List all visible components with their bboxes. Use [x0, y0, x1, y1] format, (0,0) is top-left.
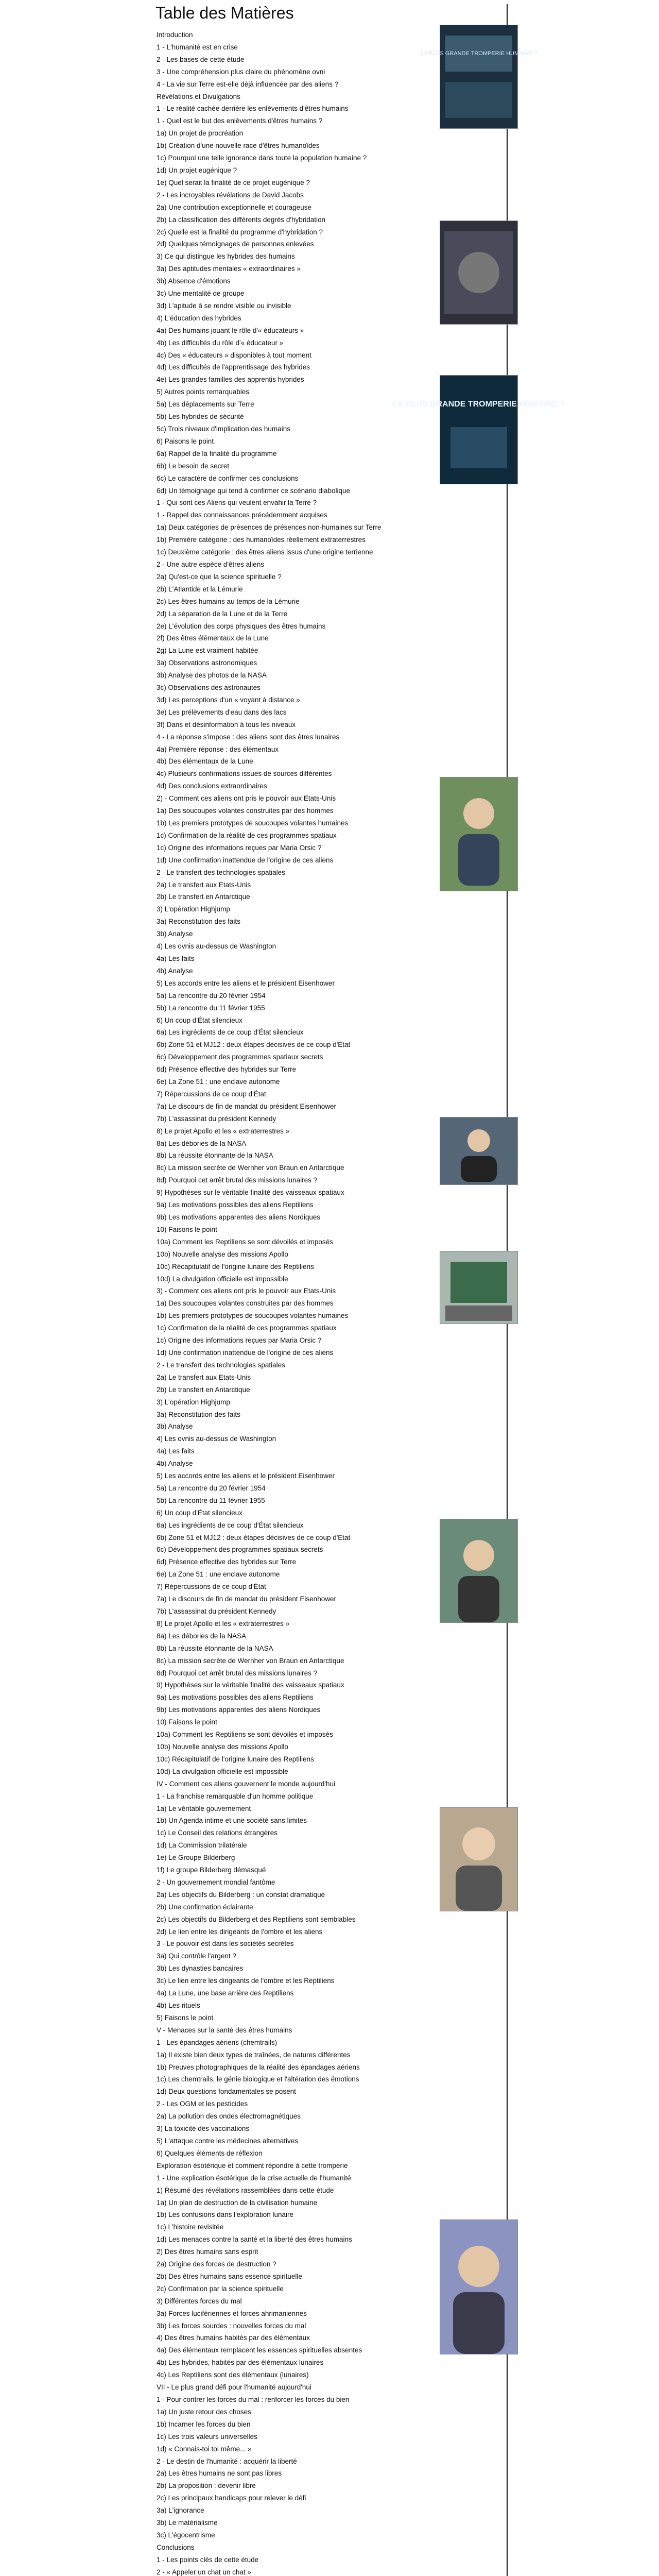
toc-item[interactable]: 6c) Développement des programmes spatiaux secrets	[157, 1053, 323, 1061]
toc-item[interactable]: 6) Un coup d'État silencieux	[157, 1016, 242, 1024]
toc-item[interactable]: 10a) Comment les Reptiliens se sont dévoilés et imposés	[157, 1238, 333, 1246]
toc-item[interactable]: 10d) La divulgation officielle est impossible	[157, 1275, 288, 1283]
toc-item[interactable]: 1c) Confirmation de la réalité de ces programmes spatiaux	[157, 1324, 337, 1332]
toc-item[interactable]: 4b) Des élémentaux de la Lune	[157, 757, 253, 766]
toc-item[interactable]: 6c) Développement des programmes spatiaux secrets	[157, 1546, 323, 1554]
toc-item[interactable]: 5) Autres points remarquables	[157, 388, 250, 396]
toc-item[interactable]: 6d) Présence effective des hybrides sur Terre	[157, 1558, 297, 1566]
toc-item[interactable]: 4d) Des conclusions extraordinaires	[157, 782, 267, 790]
toc-item[interactable]: 1d) Les menaces contre la santé et la liberté des êtres humains	[157, 2235, 352, 2244]
toc-item[interactable]: 10) Faisons le point	[157, 1718, 217, 1726]
toc-item[interactable]: 3b) Les forces sourdes : nouvelles forces du mal	[157, 2321, 306, 2330]
toc-item[interactable]: 2d) Quelques témoignages de personnes enlevées	[157, 240, 314, 248]
toc-item[interactable]: 2 - Les bases de cette étude	[157, 55, 245, 63]
toc-item[interactable]: 5) Les accords entre les aliens et le président Eisenhower	[157, 1472, 335, 1480]
toc-item[interactable]: 6e) La Zone 51 : une enclave autonome	[157, 1078, 280, 1086]
toc-item[interactable]: VII - Le plus grand défi pour l'humanité aujourd'hui	[157, 2383, 311, 2392]
toc-item[interactable]: 4b) Analyse	[157, 967, 193, 975]
toc-item[interactable]: 6a) Rappel de la finalité du programme	[157, 449, 277, 457]
toc-item[interactable]: 1 - La franchise remarquable d'un homme politique	[157, 1792, 314, 1800]
toc-item[interactable]: 1d) Un projet eugénique ?	[157, 166, 237, 174]
toc-item[interactable]: 2b) Des êtres humains sans essence spirituelle	[157, 2272, 302, 2280]
toc-item[interactable]: 1 - Pour contrer les forces du mal : renforcer les forces du bien	[157, 2396, 350, 2403]
toc-item[interactable]: 8b) La réussite étonnante de la NASA	[157, 1644, 273, 1652]
toc-item[interactable]: 7) Répercussions de ce coup d'État	[157, 1090, 266, 1098]
toc-item[interactable]: 5a) La rencontre du 20 février 1954	[157, 1484, 266, 1492]
toc-item[interactable]: 1c) Le Conseil des relations étrangères	[157, 1829, 278, 1837]
toc-item[interactable]: 2a) Origine des forces de destruction ?	[157, 2260, 276, 2268]
toc-item[interactable]: 9a) Les motivations possibles des aliens Reptiliens	[157, 1693, 314, 1702]
toc-item[interactable]: 1b) Les confusions dans l'exploration lunaire	[157, 2211, 293, 2219]
toc-item[interactable]: 4c) Des « éducateurs » disponibles à tout moment	[157, 351, 311, 359]
toc-item[interactable]: 3) Différentes forces du mal	[157, 2297, 242, 2305]
toc-item[interactable]: 3f) Dans et désinformation à tous les niveaux	[157, 720, 296, 728]
book-cover-thumbnail-2[interactable]	[440, 221, 518, 325]
toc-item[interactable]: 6a) Les ingrédients de ce coup d'État silencieux	[157, 1028, 304, 1037]
toc-item[interactable]: 4) Les ovnis au-dessus de Washington	[157, 1435, 276, 1443]
toc-item[interactable]: 4b) Les difficultés du rôle d'« éducateur »	[157, 338, 284, 347]
toc-item[interactable]: 1c) Confirmation de la réalité de ces programmes spatiaux	[157, 831, 337, 839]
toc-item[interactable]: 1b) Les premiers prototypes de soucoupes volantes humaines	[157, 819, 349, 827]
toc-item[interactable]: 1c) Deuxième catégorie : des êtres aliens issus d'une origine terrienne	[157, 548, 373, 556]
toc-item[interactable]: 7) Répercussions de ce coup d'État	[157, 1583, 266, 1591]
toc-item[interactable]: 6) Paisons le point	[157, 437, 214, 445]
toc-item[interactable]: 5b) Les hybrides de sécurité	[157, 413, 244, 421]
toc-item[interactable]: V - Menaces sur la santé des êtres humains	[157, 2026, 292, 2034]
toc-item[interactable]: 2d) Le lien entre les dirigeants de l'ombre et les aliens	[157, 1927, 323, 1936]
toc-item[interactable]: 2a) Le transfert aux Etats-Unis	[157, 880, 251, 889]
toc-item[interactable]: 3b) Analyse des photos de la NASA	[157, 671, 267, 680]
toc-item[interactable]: 2b) L'Atlantide et la Lémurie	[157, 585, 243, 593]
toc-item[interactable]: 3a) Observations astronomiques	[157, 659, 257, 667]
toc-item[interactable]: 3 - Le pouvoir est dans les sociétés secrètes	[157, 1940, 294, 1948]
toc-item[interactable]: 1c) Origine des informations reçues par Maria Orsic ?	[157, 843, 322, 852]
toc-item[interactable]: 1 - Les points clés de cette étude	[157, 2555, 259, 2564]
toc-item[interactable]: 1 - L'humanité est en crise	[157, 43, 238, 51]
toc-item[interactable]: 1d) La Commission trilatérale	[157, 1841, 247, 1850]
toc-item[interactable]: 3b) Analyse	[157, 1422, 193, 1431]
toc-item[interactable]: 6b) Le besoin de secret	[157, 462, 230, 470]
toc-item[interactable]: 1 - Quel est le but des enlèvements d'êtres humains ?	[157, 117, 323, 125]
toc-item[interactable]: 7a) Le discours de fin de mandat du président Eisenhower	[157, 1102, 336, 1110]
toc-item[interactable]: 2a) Le transfert aux Etats-Unis	[157, 1373, 251, 1381]
toc-item[interactable]: 1b) Première catégorie : des humanoïdes réellement extraterrestres	[157, 536, 366, 544]
speaker-photo[interactable]	[440, 1807, 518, 1911]
toc-item[interactable]: 5b) La rencontre du 11 février 1955	[157, 1496, 265, 1504]
toc-item[interactable]: 6b) Zone 51 et MJ12 : deux étapes décisives de ce coup d'État	[157, 1533, 351, 1541]
toc-item[interactable]: 1a) Des soucoupes volantes construites par des hommes	[157, 807, 334, 815]
toc-item[interactable]: 1 - Qui sont ces Aliens qui veulent envahir la Terre ?	[157, 499, 317, 507]
toc-item[interactable]: 2 - Les incroyables révélations de David Jacobs	[157, 191, 304, 199]
toc-item[interactable]: 5a) Les déplacements sur Terre	[157, 400, 254, 409]
toc-item[interactable]: 1a) Deux catégories de présences de présences non-humaines sur Terre	[157, 523, 381, 532]
toc-item[interactable]: 1 - Une explication ésotérique de la crise actuelle de l'humanité	[157, 2174, 351, 2182]
toc-item[interactable]: 1 - Rappel des connaissances précédemment acquises	[157, 511, 327, 519]
toc-item[interactable]: 10a) Comment les Reptiliens se sont dévoilés et imposés	[157, 1731, 333, 1739]
toc-item[interactable]: 2b) La classification des différents degrés d'hybridation	[157, 215, 326, 224]
toc-item[interactable]: 10b) Nouvelle analyse des missions Apollo	[157, 1742, 288, 1751]
toc-item[interactable]: 3c) Observations des astronautes	[157, 684, 261, 692]
screen-photo-icon	[440, 1251, 517, 1324]
toc-item[interactable]: 6) Quelques éléments de réflexion	[157, 2149, 263, 2157]
toc-item[interactable]: 2b) Le transfert en Antarctique	[157, 893, 250, 901]
toc-item[interactable]: 9) Hypothèses sur le véritable finalité des vaisseaux spatiaux	[157, 1681, 344, 1689]
toc-item[interactable]: 1a) Il existe bien deux types de traînées, de natures différentes	[157, 2050, 351, 2059]
person-photo-icon	[440, 2220, 517, 2354]
toc-item[interactable]: 2b) Le transfert en Antarctique	[157, 1385, 250, 1394]
toc-item[interactable]: 3a) Qui contrôle l'argent ?	[157, 1952, 236, 1960]
toc-item[interactable]: 2c) Les principaux handicaps pour relever le défi	[157, 2494, 306, 2502]
toc-item[interactable]: 2a) Une contribution exceptionnelle et courageuse	[157, 203, 311, 211]
toc-item[interactable]: 1 - Les épandages aériens (chemtrails)	[157, 2038, 278, 2046]
toc-item[interactable]: 1e) Le Groupe Bilderberg	[157, 1854, 235, 1862]
toc-item[interactable]: 3d) Les perceptions d'un « voyant à distance »	[157, 696, 300, 704]
speaker-photo[interactable]	[440, 777, 518, 891]
toc-item[interactable]: 8a) Les débories de la NASA	[157, 1139, 247, 1147]
speaker-photo[interactable]	[440, 1117, 518, 1185]
toc-item[interactable]: 4c) Les Reptiliens sont des élémentaux (lunaires)	[157, 2371, 309, 2379]
toc-item[interactable]: 2f) Des êtres élémentaux de la Lune	[157, 634, 269, 642]
toc-item[interactable]: 1a) Des soucoupes volantes construites par des hommes	[157, 1299, 334, 1308]
toc-item[interactable]: 2 - Une autre espèce d'êtres aliens	[157, 560, 264, 568]
toc-item[interactable]: 7b) L'assassinat du président Kennedy	[157, 1607, 276, 1615]
toc-item[interactable]: 9b) Les motivations apparentes des aliens Nordiques	[157, 1706, 321, 1714]
toc-item[interactable]: 3b) Absence d'émotions	[157, 277, 231, 285]
toc-item[interactable]: 5c) Trois niveaux d'implication des humains	[157, 425, 290, 433]
toc-item[interactable]: 4a) Des élémentaux remplacent les essences spirituelles absentes	[157, 2346, 362, 2354]
toc-item[interactable]: 2c) Les êtres humains au temps de la Lémurie	[157, 597, 300, 605]
toc-item[interactable]: 2b) Une confirmation éclairante	[157, 1903, 253, 1911]
toc-item[interactable]: 8) Le projet Apollo et les « extraterrestres »	[157, 1619, 290, 1628]
toc-item[interactable]: 4d) Les difficultés de l'apprentissage des hybrides	[157, 363, 310, 371]
toc-item[interactable]: 2 - Un gouvernement mondial fantôme	[157, 1878, 275, 1886]
toc-item[interactable]: 3c) L'égocentrisme	[157, 2531, 215, 2539]
toc-item[interactable]: 3) L'opération Highjump	[157, 1398, 230, 1406]
toc-item[interactable]: 8) Le projet Apollo et les « extraterrestres »	[157, 1127, 290, 1135]
toc-item[interactable]: 1c) L'histoire revisitée	[157, 2223, 224, 2231]
toc-item[interactable]: 2 - Les OGM et les pesticides	[157, 2100, 248, 2108]
toc-item[interactable]: 2) - Comment ces aliens ont pris le pouvoir aux Etats-Unis	[157, 794, 336, 803]
book-cover-icon	[421, 25, 537, 128]
toc-item[interactable]: 3a) Des aptitudes mentales « extraordinaires »	[157, 265, 301, 273]
toc-item[interactable]: 2c) Confirmation par la science spirituelle	[157, 2284, 284, 2293]
person-photo-icon	[440, 1808, 517, 1911]
toc-item[interactable]: 2b) La proposition : devenir libre	[157, 2482, 256, 2490]
book-cover-thumbnail-3[interactable]	[392, 375, 565, 484]
screen-photo[interactable]	[440, 1251, 518, 1324]
toc-item[interactable]: 8c) La mission secrète de Wernher von Braun en Antarctique	[157, 1656, 344, 1665]
toc-item[interactable]: 4b) Les rituels	[157, 2002, 200, 2009]
toc-item[interactable]: 10c) Récapitulatif de l'origine lunaire des Reptiliens	[157, 1262, 314, 1270]
toc-item[interactable]: 4b) Les hybrides, habités par des élémentaux lunaires	[157, 2359, 324, 2367]
toc-item[interactable]: 1c) Origine des informations reçues par Maria Orsic ?	[157, 1336, 322, 1345]
toc-item[interactable]: 3 - Une compréhension plus claire du phénomène ovni	[157, 67, 325, 76]
toc-item[interactable]: 1e) Quel serait la finalité de ce projet eugénique ?	[157, 178, 310, 187]
toc-item[interactable]: 9a) Les motivations possibles des aliens Reptiliens	[157, 1201, 314, 1209]
toc-item[interactable]: 1d) « Connais-toi toi même... »	[157, 2445, 252, 2453]
person-photo-icon	[440, 1117, 517, 1184]
toc-item[interactable]: 5) Les accords entre les aliens et le président Eisenhower	[157, 979, 335, 987]
toc-item[interactable]: 2) Des êtres humains sans esprit	[157, 2248, 258, 2256]
toc-item[interactable]: 1f) Le groupe Bilderberg démasqué	[157, 1866, 266, 1874]
toc-item[interactable]: 10b) Nouvelle analyse des missions Apollo	[157, 1250, 288, 1258]
toc-item[interactable]: 2e) L'évolution des corps physiques des êtres humains	[157, 622, 326, 630]
toc-item[interactable]: 4) L'éducation des hybrides	[157, 314, 241, 322]
toc-item[interactable]: 2 - Le transfert des technologies spatiales	[157, 868, 285, 876]
toc-item[interactable]: 2a) Les êtres humains ne sont pas libres	[157, 2469, 282, 2478]
toc-item[interactable]: 1c) Les chemtrails, le génie biologique et l'altération des émotions	[157, 2075, 359, 2083]
toc-item[interactable]: 6a) Les ingrédients de ce coup d'État silencieux	[157, 1521, 304, 1529]
toc-item[interactable]: 3) L'opération Highjump	[157, 905, 230, 913]
toc-item[interactable]: 1a) Le véritable gouvernement	[157, 1804, 251, 1812]
toc-item[interactable]: 2 - Le transfert des technologies spatiales	[157, 1361, 285, 1369]
toc-item[interactable]: 3b) Le matérialisme	[157, 2519, 218, 2527]
toc-item[interactable]: 7a) Le discours de fin de mandat du président Eisenhower	[157, 1595, 336, 1603]
toc-item[interactable]: 3) - Comment ces aliens ont pris le pouvoir aux Etats-Unis	[157, 1287, 336, 1295]
toc-item[interactable]: 1c) Pourquoi une telle ignorance dans toute la population humaine ?	[157, 154, 367, 162]
toc-item[interactable]: 1b) Incarner les forces du bien	[157, 2420, 251, 2428]
toc-item[interactable]: 3b) Les dynasties bancaires	[157, 1964, 244, 1973]
toc-item[interactable]: 3a) Reconstitution des faits	[157, 918, 240, 926]
toc-item[interactable]: Introduction	[157, 31, 193, 39]
toc-item[interactable]: 1d) Une confirmation inattendue de l'origine de ces aliens	[157, 1348, 334, 1357]
toc-item[interactable]: 7b) L'assassinat du président Kennedy	[157, 1114, 276, 1123]
toc-item[interactable]: IV - Comment ces aliens gouvernent le monde aujourd'hui	[157, 1780, 336, 1788]
toc-item[interactable]: 3c) Le lien entre les dirigeants de l'ombre et les Reptiliens	[157, 1977, 335, 1985]
toc-item[interactable]: 2a) La pollution des ondes électromagnétiques	[157, 2112, 301, 2121]
toc-item[interactable]: 3a) Forces lucifériennes et forces ahrimaniennes	[157, 2309, 307, 2317]
toc-item[interactable]: 1) Résumé des révélations rassemblées dans cette étude	[157, 2186, 334, 2194]
speaker-photo[interactable]	[440, 1519, 518, 1623]
toc-item[interactable]: 1d) Deux questions fondamentales se posent	[157, 2088, 296, 2096]
toc-item[interactable]: 8d) Pourquoi cet arrêt brutal des missions lunaires ?	[157, 1669, 318, 1677]
document-panel	[152, 4, 565, 2576]
book-cover-icon	[392, 376, 565, 484]
toc-item[interactable]: 1 - Le réalité cachée derrière les enlèvements d'êtres humains	[157, 105, 349, 113]
toc-item[interactable]: 8d) Pourquoi cet arrêt brutal des missions lunaires ?	[157, 1176, 318, 1184]
toc-item[interactable]: 1a) Un projet de procréation	[157, 129, 244, 138]
toc-item[interactable]: 6c) Le caractère de confirmer ces conclusions	[157, 474, 299, 482]
toc-item[interactable]: 3a) L'ignorance	[157, 2506, 204, 2515]
toc-item[interactable]: 4) Les ovnis au-dessus de Washington	[157, 942, 276, 951]
toc-item[interactable]: 1d) Une confirmation inattendue de l'origine de ces aliens	[157, 856, 334, 864]
toc-item[interactable]: 4a) La Lune, une base arrière des Reptiliens	[157, 1989, 294, 1997]
toc-item[interactable]: 2d) La séparation de la Lune et de la Terre	[157, 609, 288, 618]
toc-item[interactable]: 6d) Un témoignage qui tend à confirmer ce scénario diabolique	[157, 486, 350, 495]
toc-item[interactable]: 4a) Des humains jouant le rôle d'« éducateurs »	[157, 326, 304, 334]
toc-item[interactable]: 3e) Les prélèvements d'eau dans des lacs	[157, 708, 287, 716]
toc-item[interactable]: 4e) Les grandes familles des apprentis hybrides	[157, 376, 304, 384]
toc-item[interactable]: 8c) La mission secrète de Wernher von Braun en Antarctique	[157, 1164, 344, 1172]
toc-item[interactable]: 9b) Les motivations apparentes des aliens Nordiques	[157, 1213, 321, 1221]
toc-item[interactable]: 1b) Preuves photographiques de la réalité des épandages aériens	[157, 2063, 360, 2071]
toc-item[interactable]: 10c) Récapitulatif de l'origine lunaire des Reptiliens	[157, 1755, 314, 1763]
toc-item[interactable]: Exploration ésotérique et comment répondre à cette tromperie	[157, 2161, 348, 2170]
person-photo-icon	[440, 777, 517, 891]
toc-item[interactable]: 5b) La rencontre du 11 février 1955	[157, 1004, 265, 1012]
toc-item[interactable]: 3d) L'apitude à se rendre visible ou invisible	[157, 301, 291, 310]
toc-item[interactable]: 4b) Analyse	[157, 1460, 193, 1468]
toc-item[interactable]: 5a) La rencontre du 20 février 1954	[157, 991, 266, 999]
toc-item[interactable]: 2 - Le destin de l'humanité : acquérir la liberté	[157, 2457, 297, 2465]
toc-item[interactable]: 2c) Quelle est la finalité du programme d'hybridation ?	[157, 228, 323, 236]
thumb-label: LA PLUS GRANDE TROMPERIE HUMAINE ?	[421, 50, 537, 57]
toc-item[interactable]: 1b) Création d'une nouvelle race d'êtres humanoïdes	[157, 142, 320, 150]
toc-item[interactable]: 6e) La Zone 51 : une enclave autonome	[157, 1570, 280, 1579]
toc-item[interactable]: 1a) Un plan de destruction de la civilisation humaine	[157, 2198, 318, 2207]
toc-item[interactable]: 6) Un coup d'État silencieux	[157, 1509, 242, 1517]
toc-title: Table des Matières	[155, 4, 294, 22]
toc-item[interactable]: 4a) Première réponse : des élémentaux	[157, 745, 279, 753]
toc-item[interactable]: 10) Faisons le point	[157, 1225, 217, 1233]
toc-item[interactable]: 2c) Les objectifs du Bilderberg et des Reptiliens sont semblables	[157, 1915, 356, 1923]
toc-item[interactable]: 1c) Les trois valeurs universelles	[157, 2432, 257, 2441]
thumb-label: LA PLUS GRANDE TROMPERIE HUMAINE ?	[392, 400, 565, 409]
toc-item[interactable]: 5) Faisons le point	[157, 2013, 214, 2022]
toc-item[interactable]: 8b) La réussite étonnante de la NASA	[157, 1151, 273, 1160]
toc-item[interactable]: 8a) Les débories de la NASA	[157, 1632, 247, 1640]
toc-item[interactable]: Révélations et Divulgations	[157, 92, 240, 100]
toc-item[interactable]: Conclusions	[157, 2543, 195, 2551]
toc-item[interactable]: 10d) La divulgation officielle est impossible	[157, 1767, 288, 1775]
toc-item[interactable]: 3) La toxicité des vaccinations	[157, 2125, 250, 2133]
book-cover-icon	[440, 221, 517, 324]
toc-item[interactable]: 4 - La vie sur Terre est-elle déjà influencée par des aliens ?	[157, 80, 339, 88]
toc-item[interactable]: 3a) Reconstitution des faits	[157, 1410, 240, 1418]
toc-item[interactable]: 1a) Un juste retour des choses	[157, 2408, 251, 2416]
toc-item[interactable]: 9) Hypothèses sur le véritable finalité des vaisseaux spatiaux	[157, 1189, 344, 1197]
toc-item[interactable]: 4c) Plusieurs confirmations issues de sources différentes	[157, 770, 332, 778]
toc-item[interactable]: 4 - La réponse s'impose : des aliens sont des êtres lunaires	[157, 733, 340, 741]
toc-item[interactable]: 6d) Présence effective des hybrides sur Terre	[157, 1065, 297, 1074]
person-photo-icon	[440, 1519, 517, 1622]
toc-item[interactable]: 3b) Analyse	[157, 930, 193, 938]
toc-item[interactable]: 2 - « Appeler un chat un chat »	[157, 2568, 251, 2576]
toc-item[interactable]: 2a) Les objectifs du Bilderberg : un constat dramatique	[157, 1890, 325, 1899]
book-cover-thumbnail[interactable]	[421, 25, 537, 129]
toc-list	[155, 29, 485, 2576]
toc-item[interactable]: 1b) Un Agenda intime et une société sans limites	[157, 1817, 307, 1825]
toc-item[interactable]: 4a) Les faits	[157, 954, 195, 962]
toc-item[interactable]: 3) Ce qui distingue les hybrides des humains	[157, 252, 295, 261]
toc-item[interactable]: 6b) Zone 51 et MJ12 : deux étapes décisives de ce coup d'État	[157, 1041, 351, 1049]
toc-item[interactable]: 3c) Une mentalité de groupe	[157, 290, 245, 298]
speaker-photo[interactable]	[440, 2219, 518, 2354]
toc-item[interactable]: 2g) La Lune est vraiment habitée	[157, 647, 258, 655]
toc-item[interactable]: 4a) Les faits	[157, 1447, 195, 1455]
toc-item[interactable]: 5) L'attaque contre les médecines alternatives	[157, 2137, 298, 2145]
toc-item[interactable]: 4) Des êtres humains habités par des élémentaux	[157, 2334, 310, 2342]
toc-item[interactable]: 2a) Qu'est-ce que la science spirituelle ?	[157, 572, 282, 581]
toc-item[interactable]: 1b) Les premiers prototypes de soucoupes volantes humaines	[157, 1312, 349, 1320]
